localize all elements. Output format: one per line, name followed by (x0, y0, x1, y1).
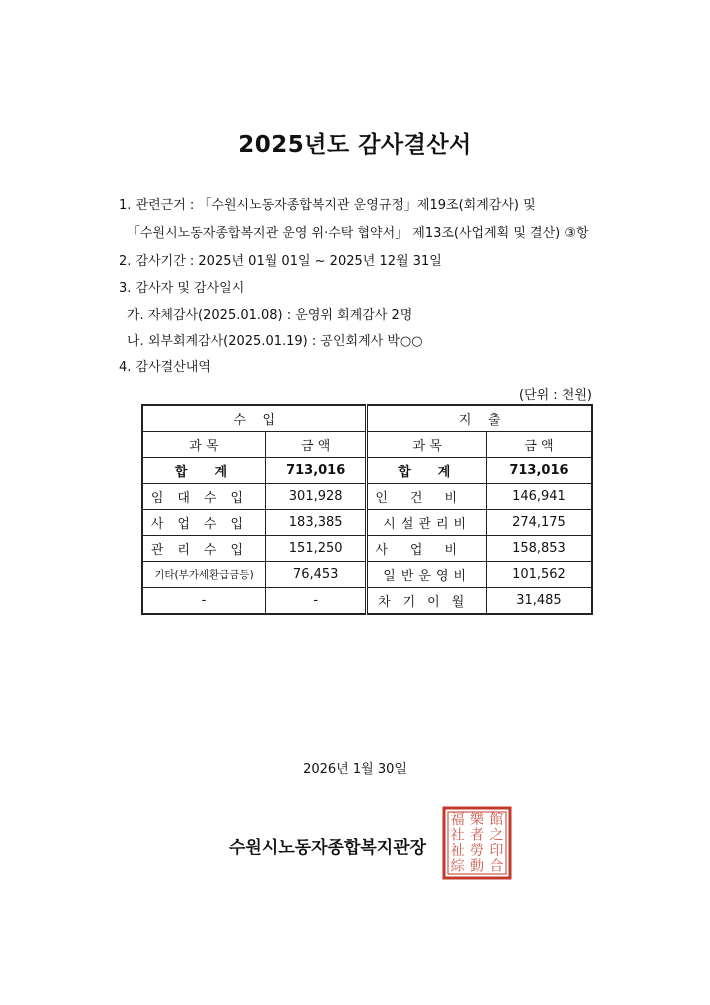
settlement-table (141, 404, 593, 615)
expense-amount: 274,175 (486, 510, 592, 536)
expense-amount: 158,853 (486, 536, 592, 562)
table-row (142, 484, 592, 510)
organization-name: 수원시노동자종합복지관장 (229, 838, 427, 858)
table-row (142, 588, 592, 615)
seal-glyph: 綜 (450, 858, 465, 875)
seal-glyph: 福 (450, 812, 465, 829)
income-subject: 기타(부가세환급금등) (142, 562, 265, 588)
expense-amount-header: 금 액 (486, 432, 592, 458)
income-amount: - (265, 588, 367, 615)
expense-subject: 사업비 (367, 536, 486, 562)
seal-glyph: 樂 (470, 812, 484, 829)
table-row (142, 562, 592, 588)
expense-amount: 101,562 (486, 562, 592, 588)
income-total-label: 합 계 (142, 458, 265, 484)
table-row (142, 536, 592, 562)
item-4-settlement: 4. 감사결산내역 (119, 360, 211, 375)
expense-amount: 146,941 (486, 484, 592, 510)
item-1-basis-cont: 「수원시노동자종합복지관 운영 위·수탁 협약서」 제13조(사업계획 및 결산) ③항 (127, 226, 589, 241)
income-subject-header: 과 목 (142, 432, 265, 458)
income-subject: 사업수입 (142, 510, 265, 536)
seal-glyph: 祉 (450, 843, 465, 860)
item-3-internal-audit: 가. 자체감사(2025.01.08) : 운영위 회계감사 2명 (127, 308, 413, 323)
expense-total-amount: 713,016 (486, 458, 592, 484)
income-amount: 76,453 (265, 562, 367, 588)
expense-header: 지 출 (367, 405, 592, 432)
unit-note: (단위 : 천원) (518, 388, 592, 403)
expense-subject: 인건비 (367, 484, 486, 510)
income-amount: 301,928 (265, 484, 367, 510)
seal-glyph: 勞 (470, 843, 484, 860)
item-3-auditors: 3. 감사자 및 감사일시 (119, 281, 245, 296)
income-amount: 183,385 (265, 510, 367, 536)
seal-glyph: 館 (489, 812, 504, 829)
income-amount-header: 금 액 (265, 432, 367, 458)
income-header: 수 입 (142, 405, 367, 432)
expense-total-label: 합 계 (367, 458, 486, 484)
expense-subject: 시설관리비 (367, 510, 486, 536)
seal-glyph: 者 (470, 827, 484, 844)
official-seal-icon (442, 806, 512, 880)
expense-subject: 차기이월 (367, 588, 486, 615)
item-3-external-audit: 나. 외부회계감사(2025.01.19) : 공인회계사 박○○ (127, 334, 423, 349)
table-subheader-row (142, 432, 592, 458)
item-2-period: 2. 감사기간 : 2025년 01월 01일 ~ 2025년 12월 31일 (119, 254, 442, 269)
table-row-total (142, 458, 592, 484)
expense-amount: 31,485 (486, 588, 592, 615)
item-1-basis: 1. 관련근거 : 「수원시노동자종합복지관 운영규정」제19조(회계감사) 및 (119, 198, 536, 213)
income-subject: - (142, 588, 265, 615)
document-date: 2026년 1월 30일 (303, 762, 407, 777)
income-amount: 151,250 (265, 536, 367, 562)
income-total-amount: 713,016 (265, 458, 367, 484)
income-subject: 관리수입 (142, 536, 265, 562)
seal-glyph: 合 (489, 858, 504, 875)
document-title: 2025년도 감사결산서 (238, 132, 472, 158)
table-row (142, 510, 592, 536)
seal-glyph: 社 (450, 827, 465, 844)
seal-glyph: 動 (470, 858, 484, 875)
expense-subject: 일반운영비 (367, 562, 486, 588)
income-subject: 임대수입 (142, 484, 265, 510)
expense-subject-header: 과 목 (367, 432, 486, 458)
seal-glyph: 之 (489, 827, 504, 844)
table-header-row (142, 405, 592, 432)
seal-glyph: 印 (489, 843, 504, 860)
